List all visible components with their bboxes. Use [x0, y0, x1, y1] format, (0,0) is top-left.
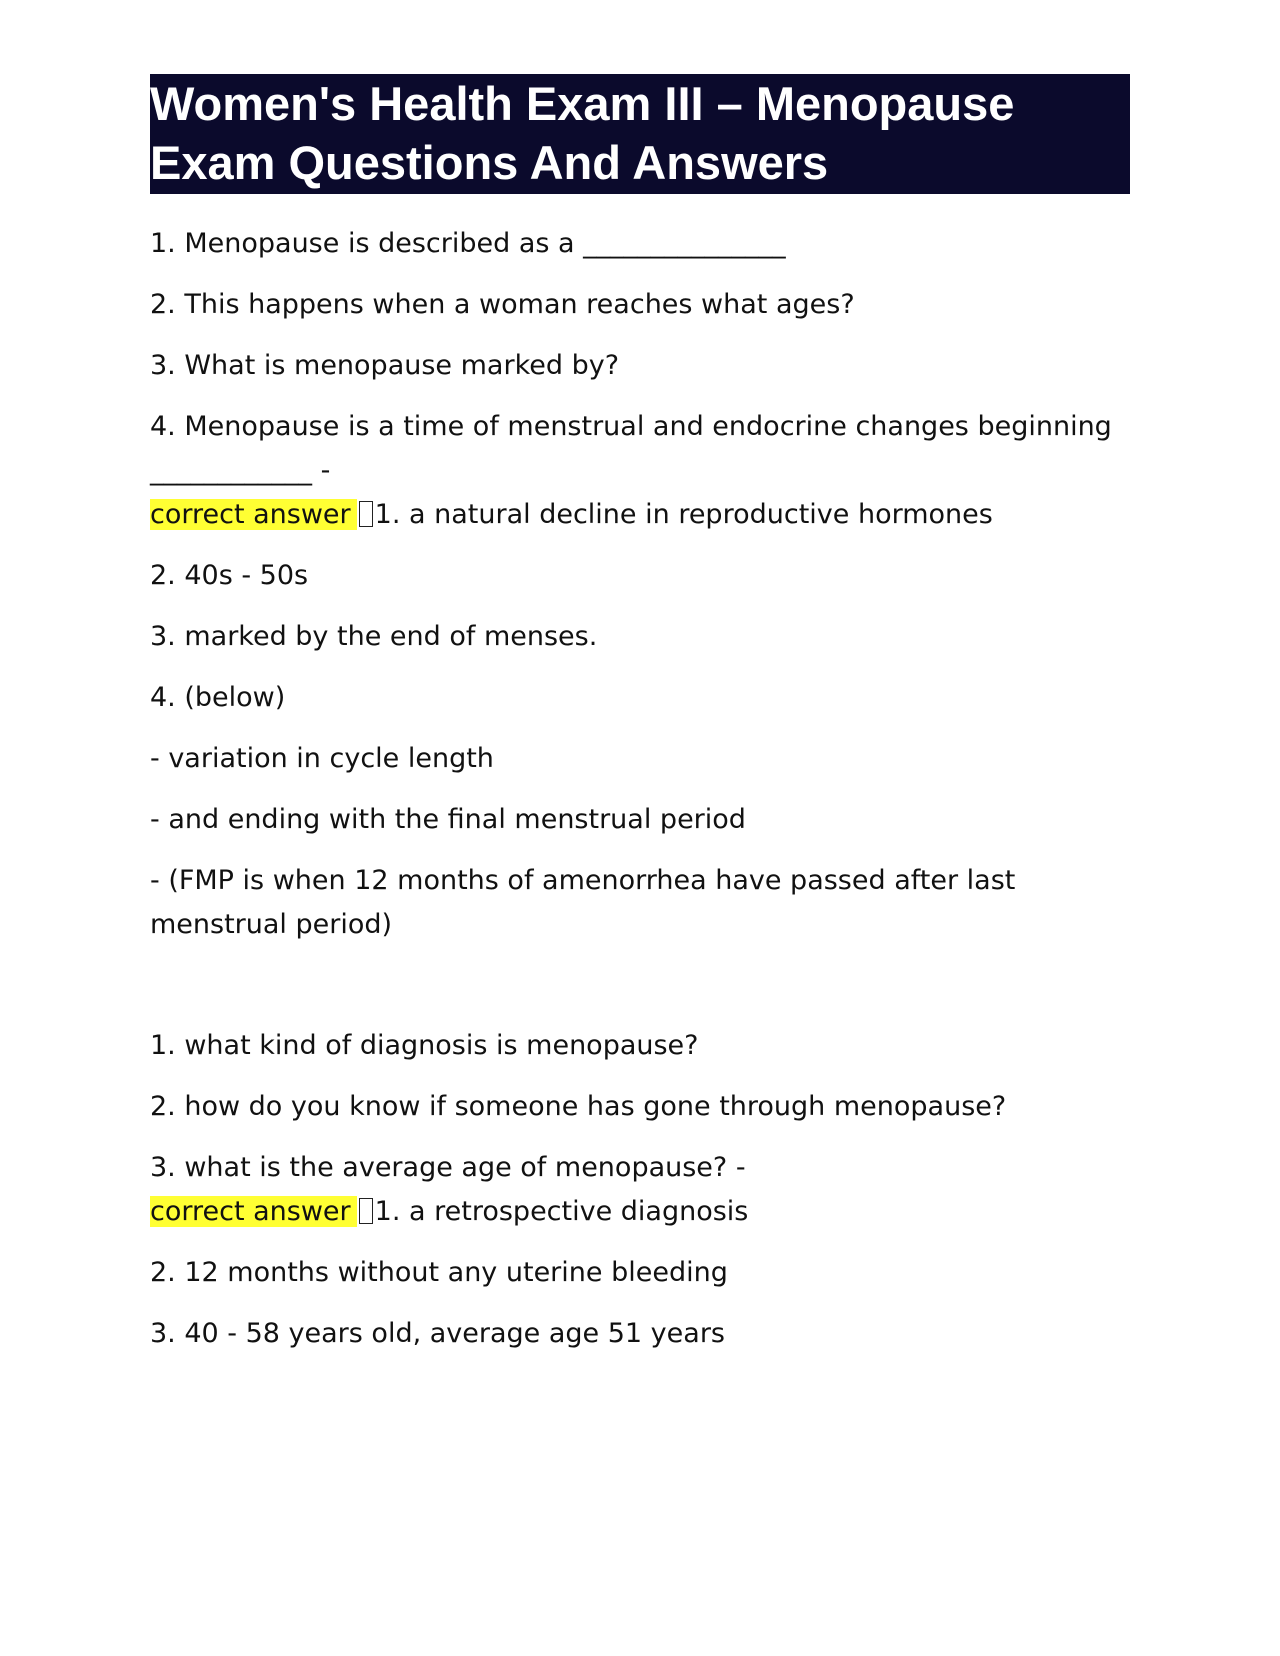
answer-line: - (FMP is when 12 months of amenorrhea have passed after last menstrual period)	[150, 865, 1016, 940]
answer-line: 4. (below)	[150, 682, 286, 713]
document-page	[150, 74, 1130, 1373]
missing-glyph-icon	[359, 501, 373, 527]
question-line: 2. how do you know if someone has gone through menopause?	[150, 1091, 1007, 1122]
answer-line: 2. 40s - 50s	[150, 560, 309, 591]
answer-first-line	[150, 493, 1130, 537]
answer-line: - and ending with the final menstrual period	[150, 804, 746, 835]
answer-text: 1. a natural decline in reproductive hormones	[374, 499, 993, 530]
correct-answer-label: correct answer	[150, 499, 357, 530]
question-line: 3. What is menopause marked by?	[150, 350, 620, 381]
answer-text: 1. a retrospective diagnosis	[374, 1196, 749, 1227]
answer-line: 3. 40 - 58 years old, average age 51 years	[150, 1318, 725, 1349]
question-line: 3. what is the average age of menopause? -	[150, 1152, 746, 1183]
question-line: 1. Menopause is described as a _______________	[150, 228, 786, 259]
qa-block-2	[150, 1024, 1130, 1356]
answer-first-line	[150, 1190, 1130, 1234]
qa-block-1	[150, 222, 1130, 947]
question-line: 4. Menopause is a time of menstrual and endocrine changes beginning ____________ -	[150, 411, 1112, 486]
answer-line: - variation in cycle length	[150, 743, 494, 774]
section-spacer	[150, 964, 1130, 1024]
document-title: Women's Health Exam III – Menopause Exam Questions And Answers	[150, 74, 1130, 194]
answer-line: 2. 12 months without any uterine bleeding	[150, 1257, 728, 1288]
question-line: 2. This happens when a woman reaches what ages?	[150, 289, 855, 320]
question-line: 1. what kind of diagnosis is menopause?	[150, 1030, 699, 1061]
answer-line: 3. marked by the end of menses.	[150, 621, 598, 652]
missing-glyph-icon	[359, 1198, 373, 1224]
correct-answer-label: correct answer	[150, 1196, 357, 1227]
